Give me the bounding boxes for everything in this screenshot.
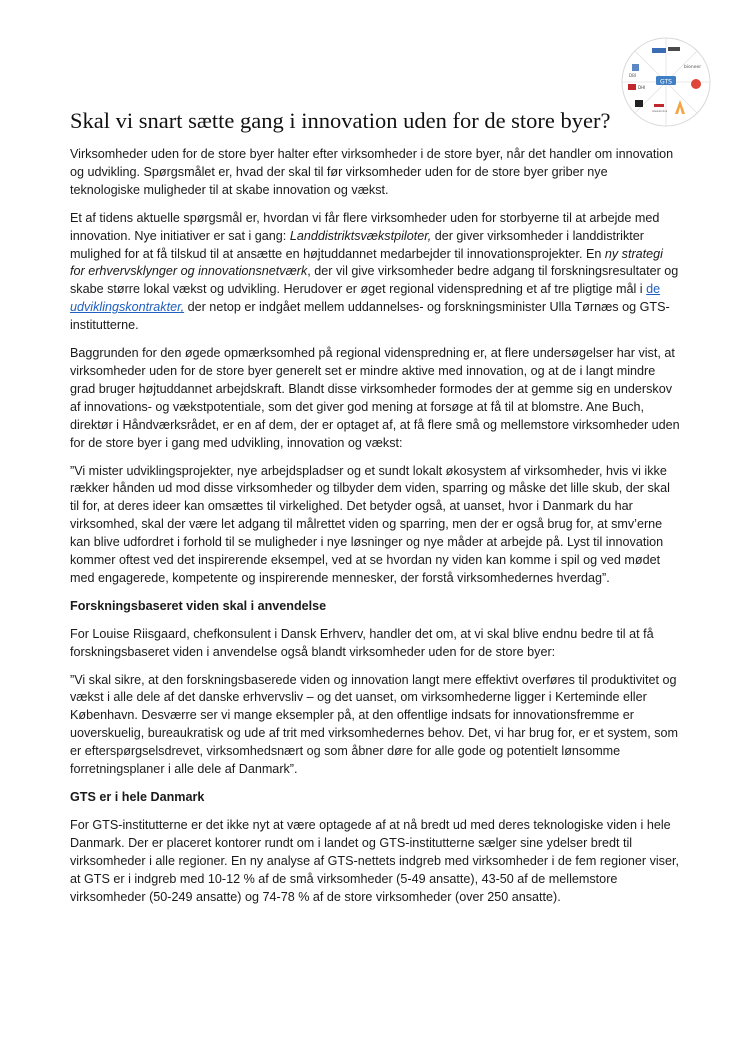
logo-segment-dbi: DBI bbox=[629, 73, 637, 78]
heading-gts-danmark: GTS er i hele Danmark bbox=[70, 790, 205, 804]
heading-forskning: Forskningsbaseret viden skal i anvendelse bbox=[70, 598, 327, 613]
udviklingskontrakter-link[interactable]: de udviklingskontrakter, bbox=[70, 282, 661, 315]
logo-segment-bioneer: bioneer bbox=[684, 65, 702, 70]
logo-center-gts: GTS bbox=[660, 78, 672, 86]
paragraph-intro: Virksomheder uden for de store byer halter efter virksomheder i de store byer, når det handler om innovation og udvikling. Spørgsmålet er, hvad der skal til før virksomheder uden for de store byer griber nye teknologiske muligheder til at skabe innovation og vækst. bbox=[70, 147, 674, 197]
strategy-text: ny strategi for erhvervsklynger og innovationsnetværk bbox=[70, 246, 663, 279]
logo-segment-alexandra: Alexandra bbox=[652, 109, 668, 113]
paragraph-initiatives: Et af tidens aktuelle spørgsmål er, hvordan vi får flere virksomheder uden for storbyerne til at arbejde med innovation. Nye initiativer er sat i gang: Landdistriktsvækstpiloter, der giver virksomheder i landdistrikter mulighed for at få tilskud til at ansætte en højtuddannet medarbejder til innovationsprojekter. En ny strategi for erhvervsklynger og innovationsnetværk, der vil give virksomheder bedre adgang til forskningsresultater og skabe større lokal vækst og udvikling. Herudover er øget regional videnspredning et af tre pligtige mål i de udviklingskontrakter, der netop er indgået mellem uddannelses- og forskningsminister Ulla Tørnæs og GTS-institutterne. bbox=[70, 210, 679, 333]
article-content bbox=[70, 108, 680, 916]
paragraph-gts: For GTS-institutterne er det ikke nyt at være optagede af at nå bredt ud med deres teknologiske viden i hele Danmark. Der er placeret kontorer rundt om i landet og GTS-institutterne sælger sine ydelser bredt til virksomheder i alle regioner. En ny analyse af GTS-nettets indgreb med virksomheder i de fem regioner viser, at GTS er i indgreb med 10-12 % af de små virksomheder (5-49 ansatte), 43-50 af de mellemstore virksomheder (50-249 ansatte) og 74-78 % af de store virksomheder (over 250 ansatte). bbox=[70, 817, 679, 904]
quote-louise-riisgaard: ”Vi skal sikre, at den forskningsbaserede viden og innovation langt mere effektivt overføres til produktivitet og vækst i alle dele af det danske erhvervsliv – og det uanset, om virksomhederne ligger i Kerteminde eller København. Desværre ser vi mange eksempler på, at den offentlige indsats for innovationsfremme er uoverskuelig, bureaukratisk og ude af trit med virksomhedernes behov. Det, vi har brug for, er et system, som er efterspørgselsdrevet, virksomhedsnært og som åbner døre for alle gode og potentielt lønsomme forretningsplaner i alle dele af Danmark”. bbox=[70, 672, 679, 777]
logo-segment-dhi: DHI bbox=[638, 85, 646, 90]
landdistriktsvaekstpiloter-text: Landdistriktsvækstpiloter, bbox=[289, 228, 432, 243]
page-title: Skal vi snart sætte gang i innovation uden for de store byer? bbox=[70, 108, 611, 133]
paragraph-background: Baggrunden for den øgede opmærksomhed på regional videnspredning er, at flere undersøgelser har vist, at virksomheder uden for de store byer generelt set er mindre aktive med innovation, og at de i langt mindre grad bruger højtuddannet arbejdskraft. Blandt disse virksomheder formodes der at gemme sig en underskov af innovations- og vækstpotentiale, som det giver god mening at forsøge at få til at blomstre. Ane Buch, direktør i Håndværksrådet, er en af dem, der er optaget af, at få flere små og mellemstore virksomheder uden for de store byer i gang med udvikling, innovation og vækst: bbox=[70, 346, 680, 450]
paragraph-louise: For Louise Riisgaard, chefkonsulent i Dansk Erhverv, handler det om, at vi skal blive endnu bedre til at få forskningsbaseret viden i anvendelse også blandt virksomheder uden for de store byer: bbox=[70, 626, 654, 659]
quote-ane-buch: ”Vi mister udviklingsprojekter, nye arbejdspladser og et sundt lokalt økosystem af virksomheder, hvis vi ikke rækker hånden ud mod disse virksomheder og tilbyder dem viden, sparring og måske det lille skub, der skal til for, at deres ideer kan omsættes til virkelighed. Det betyder også, at uanset, hvor i Danmark du har virksomhed, skal der være let adgang til målrettet viden og sparring, men der er også brug for, at smv’erne kan blive udfordret i forhold til se muligheder i nye løsninger og nye måder at arbejde på. Lyst til innovation kommer oftest ved det inspirerende eksempel, ved at se hvordan ny viden kan komme i spil og ved mødet med engagerede, kompetente og inspirerende mennesker, der forstå virksomhedernes hverdag”. bbox=[70, 463, 670, 585]
